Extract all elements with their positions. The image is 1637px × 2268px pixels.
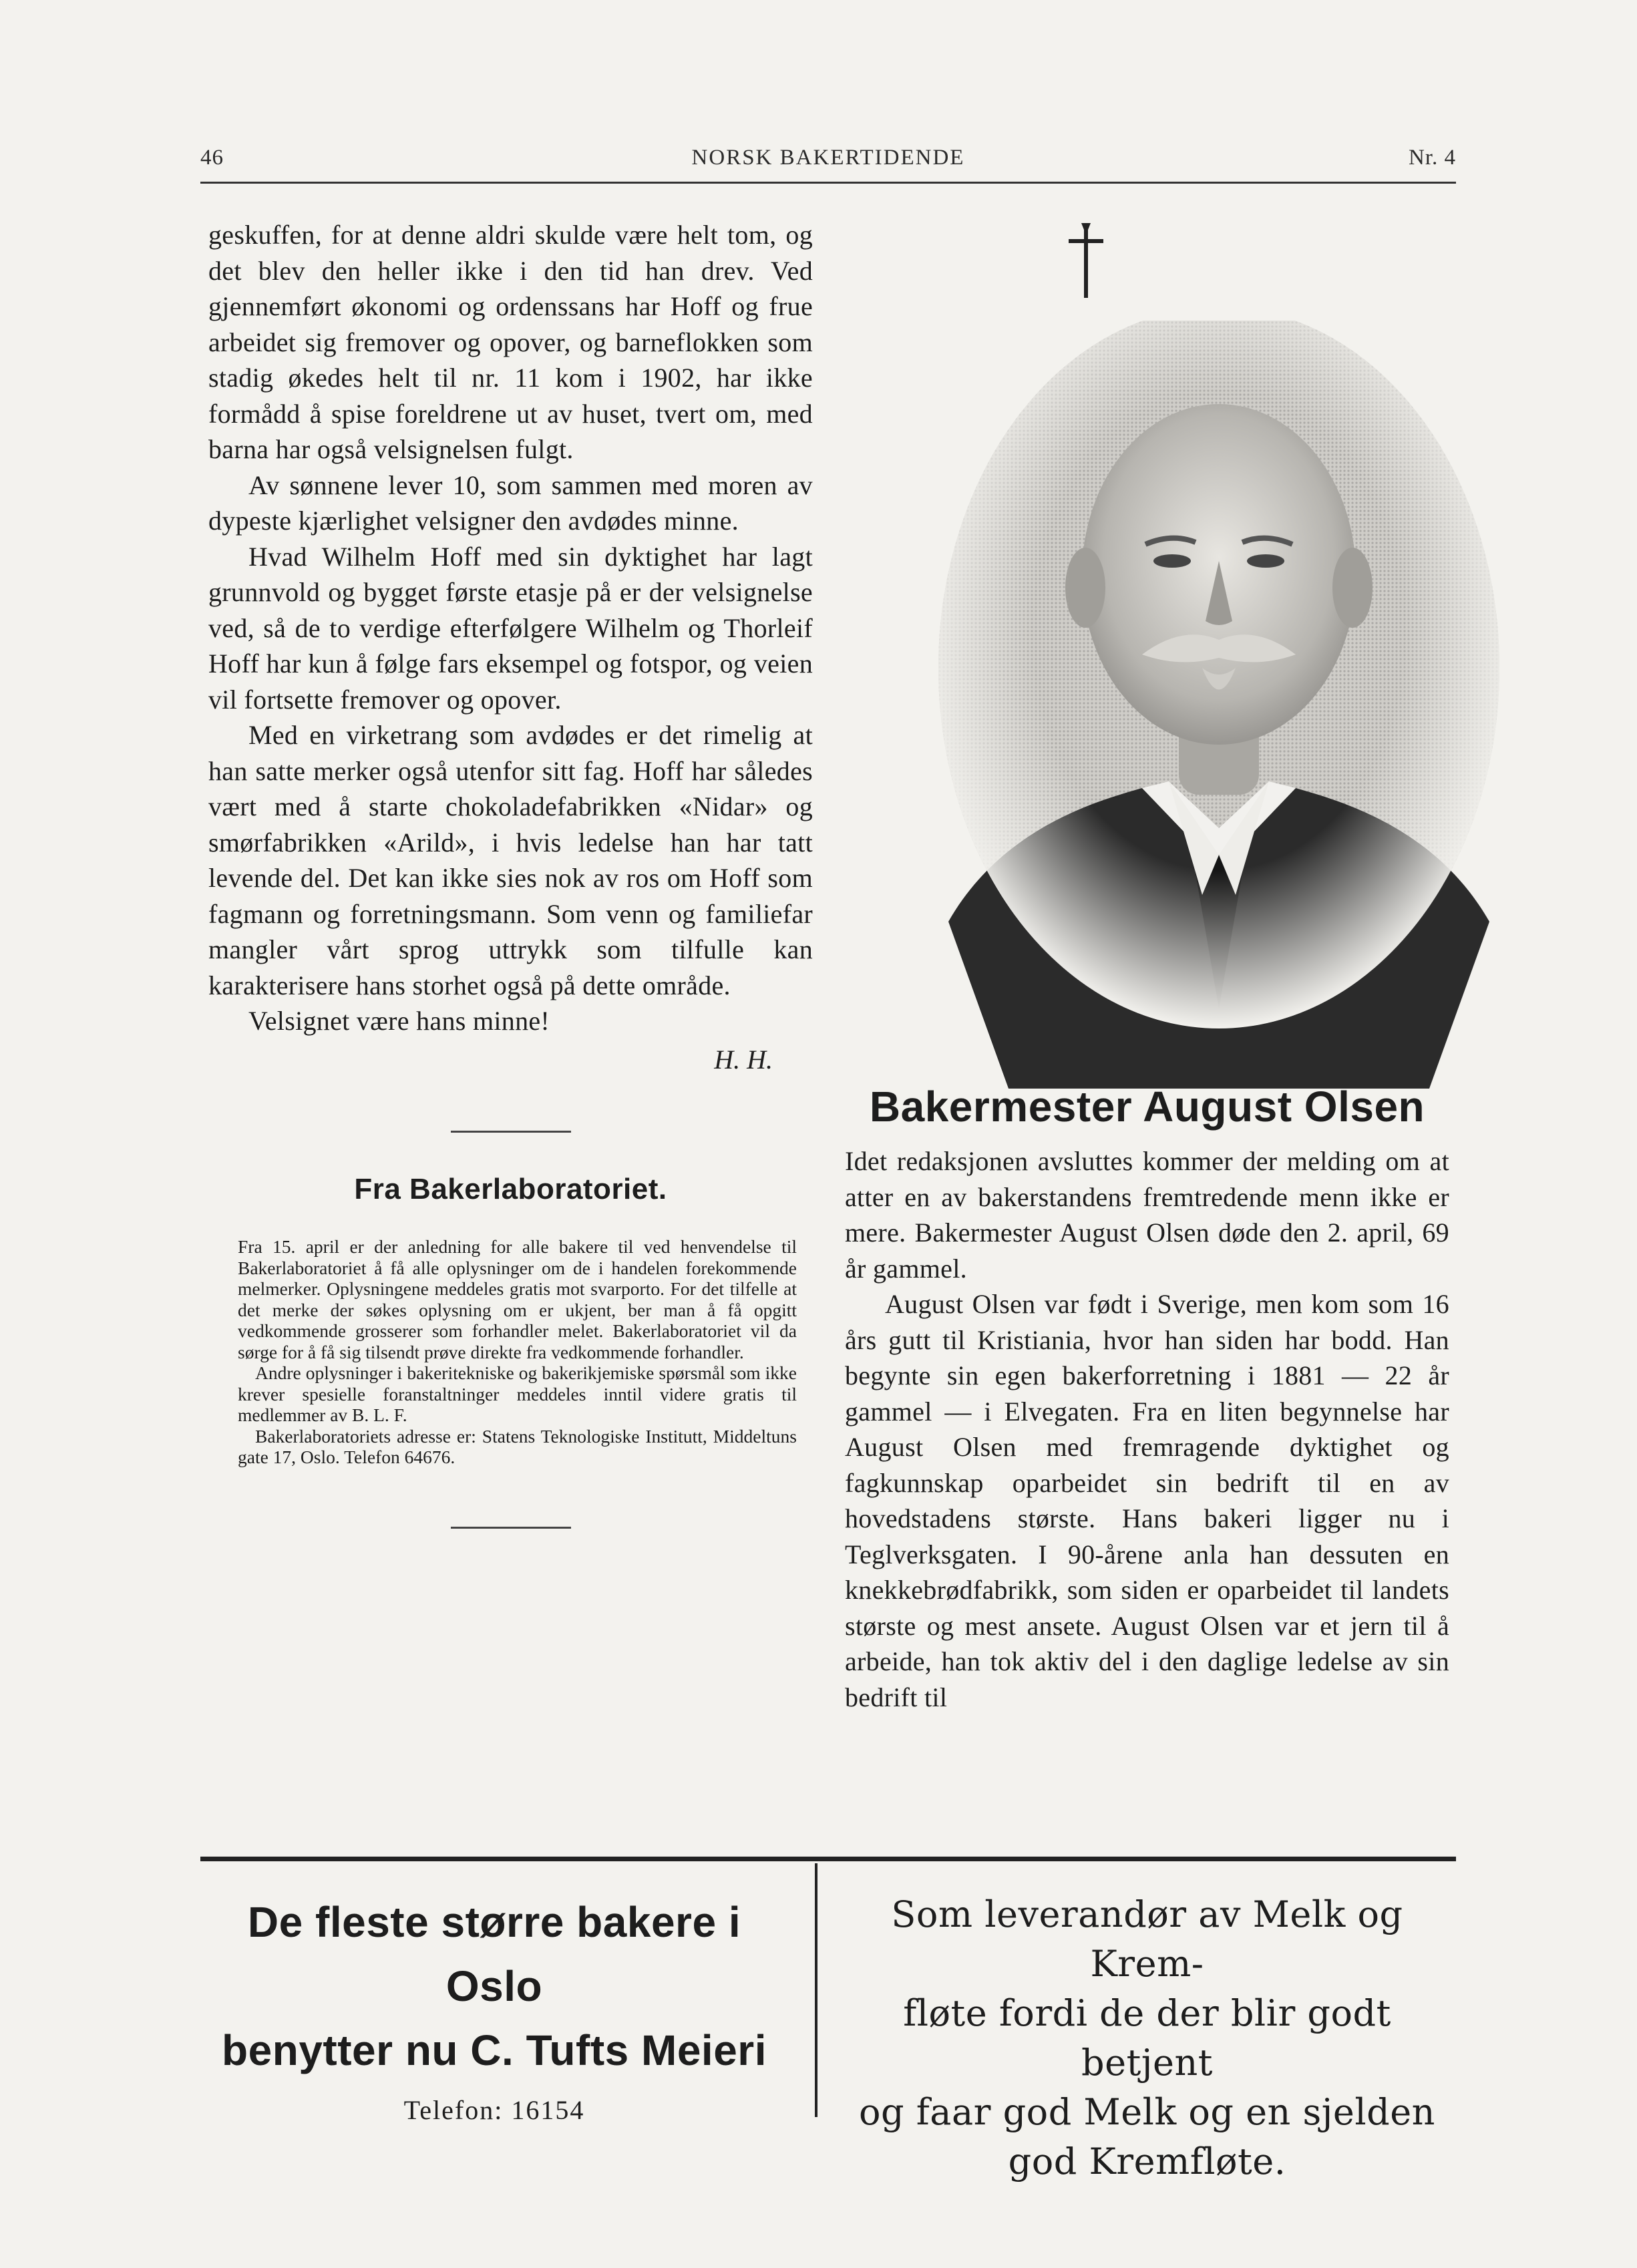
- paragraph: Bakerlaboratoriets adresse er: Statens Teknologiske Institutt, Middeltuns gate 17, Oslo. Telefon 64676.: [238, 1425, 797, 1467]
- header-rule: [200, 182, 1456, 184]
- paragraph: Velsignet være hans minne!: [248, 1006, 550, 1036]
- obituary-title: Bakermester August Olsen: [869, 1083, 1425, 1131]
- signature: H. H.: [714, 1044, 773, 1075]
- lab-notice-text: [208, 1236, 813, 1468]
- running-header: [200, 146, 1456, 186]
- paragraph: Hvad Wilhelm Hoff med sin dyktighet har lagt grunnvold og bygget første etasje på er der velsignelse ved, så de to verdige efterfølgere Wilhelm og Thorleif Hoff har kun å følge fars eksempel og fotspor, og veien vil fortsette fremover og opover.: [208, 541, 813, 715]
- ad-line: og faar god Melk og en sjelden: [859, 2091, 1435, 2133]
- paragraph: August Olsen var født i Sverige, men kom som 16 års gutt til Kristiania, hvor han siden har bodd. Han begynte sin egen bakerforretning i 1881 — 22 år gammel — i Elvegaten. Fra en liten begynnelse har August Olsen med fremragende dyktighet og fagkunnskap oparbeidet sin bedrift til en av hovedstadens største. Hans bakeri ligger nu i Teglverksgaten. I 90-årene anla han dessuten en knekkebrødfabrikk, som siden er oparbeidet til landets største og mest ansete. August Olsen var et jern til å arbeide, han tok aktiv del i den daglige ledelse av sin bedrift til: [845, 1289, 1449, 1712]
- paragraph: Av sønnene lever 10, som sammen med moren av dypeste kjærlighet velsigner den avdødes minne.: [208, 469, 813, 536]
- ad-line: god Kremfløte.: [1008, 2140, 1286, 2183]
- issue-number: Nr. 4: [1409, 146, 1456, 170]
- left-column: [208, 217, 813, 1529]
- portrait-photo: [922, 321, 1516, 1089]
- ad-line: Som leverandør av Melk og Krem-: [891, 1893, 1403, 1985]
- advertisement-left: [200, 1863, 788, 2125]
- ad-telephone: Telefon: 16154: [403, 2095, 585, 2125]
- advertisement-rule: [200, 1857, 1456, 1861]
- paragraph: Andre oplysninger i bakeritekniske og bakerikjemiske spørsmål som ikke krever spesielle foranstaltninger meddeles inntil videre gratis til medlemmer av B. L. F.: [238, 1362, 797, 1425]
- ad-line: fløte fordi de der blir godt betjent: [903, 1992, 1391, 2084]
- hoff-obituary-text: [208, 217, 813, 1039]
- lab-notice-heading: Fra Bakerlaboratoriet.: [354, 1173, 667, 1205]
- paragraph: geskuffen, for at denne aldri skulde være helt tom, og det blev den heller ikke i den tid han drev. Ved gjennemført økonomi og ordenssans har Hoff og frue arbeidet sig fremover og opover, og barneflokken som stadig økedes helt til nr. 11 kom i 1902, har ikke formådd å spise foreldrene ut av huset, tvert om, med barna har også velsignelsen fulgt.: [208, 220, 813, 464]
- advertisement-divider: [815, 1863, 817, 2117]
- section-divider: [451, 1527, 571, 1529]
- page-number: 46: [200, 146, 224, 170]
- advertisement-right: [845, 1890, 1449, 2187]
- paragraph: Med en virketrang som avdødes er det rimelig at han satte merker også utenfor sitt fag. Hoff har således vært med å starte chokoladefabrikken «Nidar» og smørfabrikken «Arild», i hvis ledelse han har tatt levende del. Det kan ikke sies nok av ros om Hoff som fagmann og forretningsmann. Som venn og familiefar mangler vårt sprog uttrykk som tilfulle kan karakterisere hans storhet også på dette område.: [208, 720, 813, 1000]
- cross-icon: [1063, 220, 1110, 301]
- publication-title: NORSK BAKERTIDENDE: [691, 146, 965, 170]
- section-divider: [451, 1131, 571, 1133]
- paragraph: Idet redaksjonen avsluttes kommer der melding om at atter en av bakerstandens fremtredende menn ikke er mere. Bakermester August Olsen døde den 2. april, 69 år gammel.: [845, 1146, 1449, 1284]
- olsen-obituary-text: [845, 1143, 1449, 1715]
- ad-headline-line2: benytter nu C. Tufts Meieri: [222, 2026, 767, 2074]
- ad-headline-line1: De fleste større bakere i Oslo: [247, 1898, 741, 2010]
- paragraph: Fra 15. april er der anledning for alle bakere til ved henvendelse til Bakerlaboratoriet å få alle oplysninger om de i handelen forekommende melmerker. Oplysningene meddeles gratis mot svarporto. For det tilfelle at det merke der søkes oplysning om er ukjent, ber man å få opgitt vedkommende grosserer som forhandler melet. Bakerlaboratoriet vil da sørge for å få sig tilsendt prøve direkte fra vedkommende forhandler.: [238, 1236, 797, 1362]
